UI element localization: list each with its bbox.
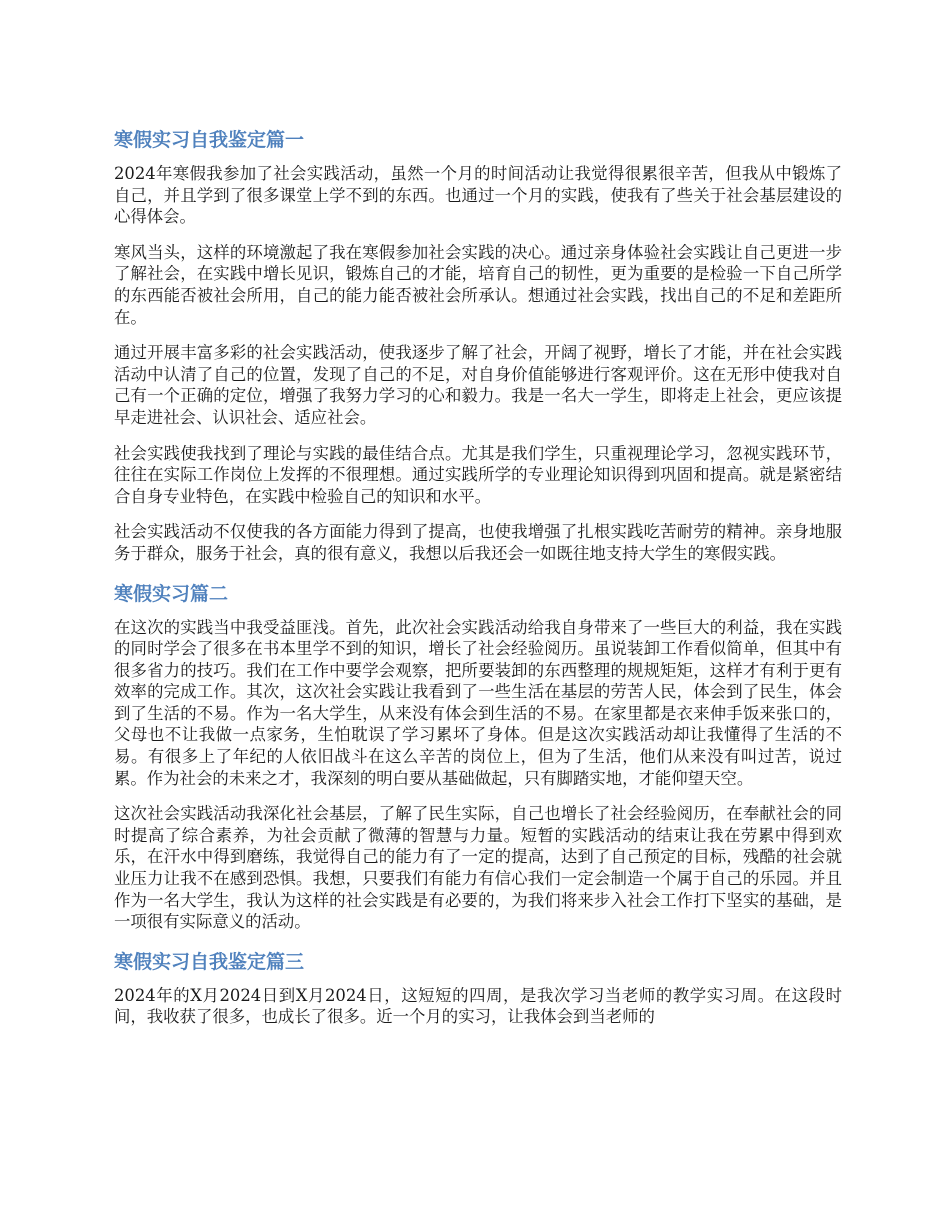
paragraph-1-1: 2024年寒假我参加了社会实践活动，虽然一个月的时间活动让我觉得很累很辛苦，但我从中锻炼了自己，并且学到了很多课堂上学不到的东西。也通过一个月的实践，使我有了些关于社会基层建设的心得体会。 — [114, 164, 842, 227]
section-heading-3: 寒假实习自我鉴定篇三 — [114, 950, 305, 973]
paragraph-2-1: 在这次的实践当中我受益匪浅。首先，此次社会实践活动给我自身带来了一些巨大的利益，我在实践的同时学会了很多在书本里学不到的知识，增长了社会经验阅历。虽说装卸工作看似简单，但其中有很多省力的技巧。我们在工作中要学会观察，把所要装卸的东西整理的规规矩矩，这样才有利于更有效率的完成工作。其次，这次社会实践让我看到了一些生活在基层的劳苦人民，体会到了民生，体会到了生活的不易。作为一名大学生，从来没有体会到生活的不易。在家里都是衣来伸手饭来张口的，父母也不让我做一点家务，生怕耽误了学习累坏了身体。但是这次实践活动却让我懂得了生活的不易。有很多上了年纪的人依旧战斗在这么辛苦的岗位上，但为了生活，他们从来没有叫过苦，说过累。作为社会的未来之才，我深刻的明白要从基础做起，只有脚踏实地，才能仰望天空。 — [114, 617, 842, 788]
document-body — [114, 125, 842, 1042]
paragraph-1-4: 社会实践使我找到了理论与实践的最佳结合点。尤其是我们学生，只重视理论学习，忽视实践环节，往往在实际工作岗位上发挥的不很理想。通过实践所学的专业理论知识得到巩固和提高。就是紧密结合自身专业特色，在实践中检验自己的知识和水平。 — [114, 443, 842, 506]
paragraph-3-1: 2024年的X月2024日到X月2024日，这短短的四周，是我次学习当老师的教学实习周。在这段时间，我收获了很多，也成长了很多。近一个月的实习，让我体会到当老师的 — [114, 985, 842, 1027]
section-heading-2: 寒假实习篇二 — [114, 582, 229, 605]
paragraph-2-2: 这次社会实践活动我深化社会基层，了解了民生实际，自己也增长了社会经验阅历，在奉献社会的同时提高了综合素养，为社会贡献了微薄的智慧与力量。短暂的实践活动的结束让我在劳累中得到欢乐，在汗水中得到磨练，我觉得自己的能力有了一定的提高，达到了自己预定的目标，残酷的社会就业压力让我不在感到恐惧。我想，只要我们有能力有信心我们一定会制造一个属于自己的乐园。并且作为一名大学生，我认为这样的社会实践是有必要的，为我们将来步入社会工作打下坚实的基础，是一项很有实际意义的活动。 — [114, 804, 842, 932]
paragraph-1-5: 社会实践活动不仅使我的各方面能力得到了提高，也使我增强了扎根实践吃苦耐劳的精神。亲身地服务于群众，服务于社会，真的很有意义，我想以后我还会一如既往地支持大学生的寒假实践。 — [114, 522, 842, 563]
paragraph-1-3: 通过开展丰富多彩的社会实践活动，使我逐步了解了社会，开阔了视野，增长了才能，并在社会实践活动中认清了自己的位置，发现了自己的不足，对自身价值能够进行客观评价。这在无形中使我对自己有一个正确的定位，增强了我努力学习的心和毅力。我是一名大一学生，即将走上社会，更应该提早走进社会、认识社会、适应社会。 — [114, 343, 842, 427]
section-heading-1: 寒假实习自我鉴定篇一 — [114, 129, 305, 151]
paragraph-1-2: 寒风当头，这样的环境激起了我在寒假参加社会实践的决心。通过亲身体验社会实践让自己更进一步了解社会，在实践中增长见识，锻炼自己的才能，培育自己的韧性，更为重要的是检验一下自己所学的东西能否被社会所用，自己的能力能否被社会所承认。想通过社会实践，找出自己的不足和差距所在。 — [114, 242, 842, 327]
